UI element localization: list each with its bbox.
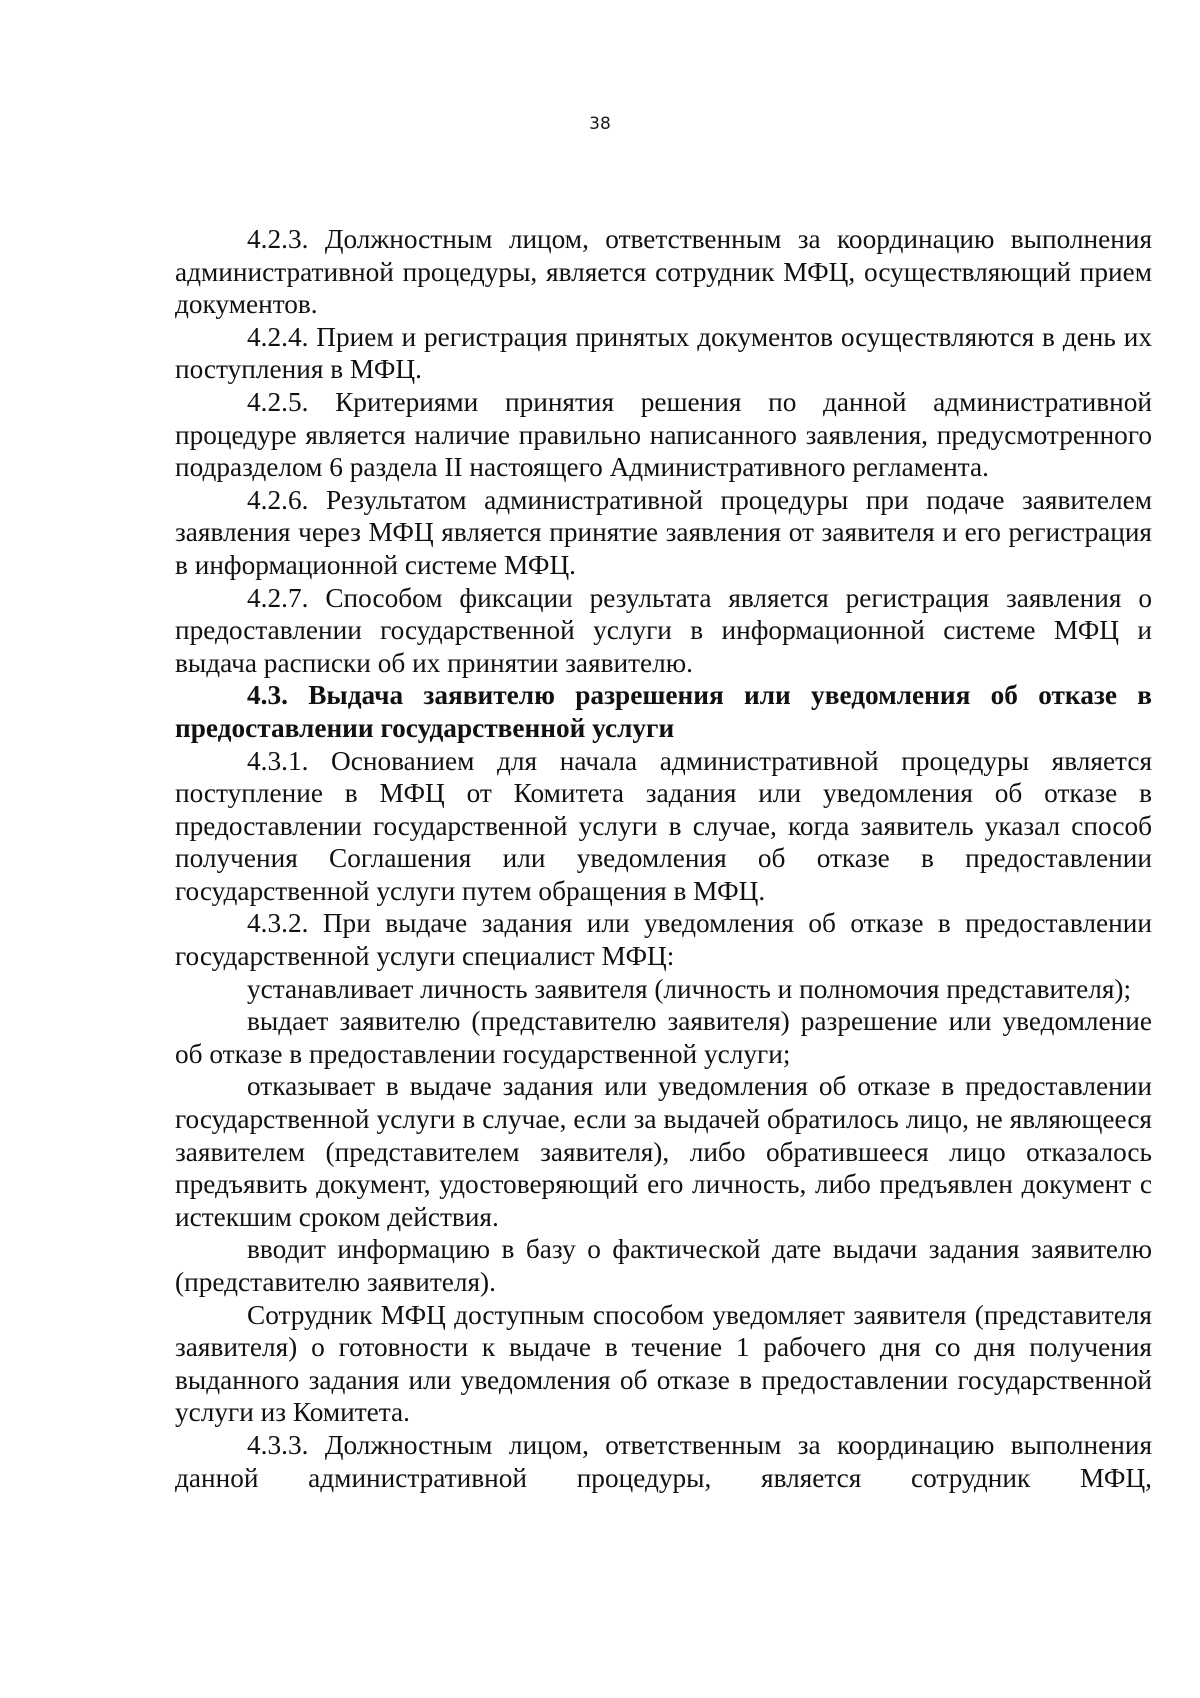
paragraph-4-2-5: 4.2.5. Критериями принятия решения по данной административной процедуре является наличие правильно написанного заявления, предусмотренного подразделом 6 раздела II настоящего Административного регламента.: [175, 386, 1152, 483]
page-number: 38: [589, 114, 611, 134]
paragraph-notify: Сотрудник МФЦ доступным способом уведомляет заявителя (представителя заявителя) о готовности к выдаче в течение 1 рабочего дня со дня получения выданного задания или уведомления об отказе в предоставлении государственной услуги из Комитета.: [175, 1299, 1152, 1428]
paragraph-4-3-1: 4.3.1. Основанием для начала административной процедуры является поступление в МФЦ от Комитета задания или уведомления об отказе в предоставлении государственной услуги в случае, когда заявитель указал способ получения Соглашения или уведомления об отказе в предоставлении государственной услуги путем обращения в МФЦ.: [175, 745, 1152, 906]
list-item-refuse: отказывает в выдаче задания или уведомления об отказе в предоставлении государственной услуги в случае, если за выдачей обратилось лицо, не являющееся заявителем (представителем заявителя), либо обратившееся лицо отказалось предъявить документ, удостоверяющий его личность, либо предъявлен документ с истекшим сроком действия.: [175, 1071, 1152, 1232]
paragraph-4-3-3: 4.3.3. Должностным лицом, ответственным за координацию выполнения данной административной процедуры, является сотрудник МФЦ,: [175, 1429, 1152, 1493]
paragraph-4-3-2: 4.3.2. При выдаче задания или уведомления об отказе в предоставлении государственной услуги специалист МФЦ:: [175, 908, 1152, 972]
list-item-issue: выдает заявителю (представителю заявителя) разрешение или уведомление об отказе в предоставлении государственной услуги;: [175, 1006, 1152, 1069]
list-item-identity: устанавливает личность заявителя (личность и полномочия представителя);: [247, 973, 1132, 1004]
paragraph-4-2-4: 4.2.4. Прием и регистрация принятых документов осуществляются в день их поступления в МФЦ.: [175, 321, 1152, 385]
paragraph-4-2-3: 4.2.3. Должностным лицом, ответственным за координацию выполнения административной процедуры, является сотрудник МФЦ, осуществляющий прием документов.: [175, 224, 1152, 320]
section-heading-4-3: 4.3. Выдача заявителю разрешения или уведомления об отказе в предоставлении государственной услуги: [175, 680, 1152, 743]
list-item-database: вводит информацию в базу о фактической дате выдачи задания заявителю (представителю заявителя).: [175, 1234, 1152, 1297]
paragraph-4-2-6: 4.2.6. Результатом административной процедуры при подаче заявителем заявления через МФЦ является принятие заявления от заявителя и его регистрация в информационной системе МФЦ.: [175, 484, 1152, 580]
document-body: [175, 223, 1152, 1494]
paragraph-4-2-7: 4.2.7. Способом фиксации результата является регистрация заявления о предоставлении государственной услуги в информационной системе МФЦ и выдача расписки об их принятии заявителю.: [175, 582, 1152, 678]
